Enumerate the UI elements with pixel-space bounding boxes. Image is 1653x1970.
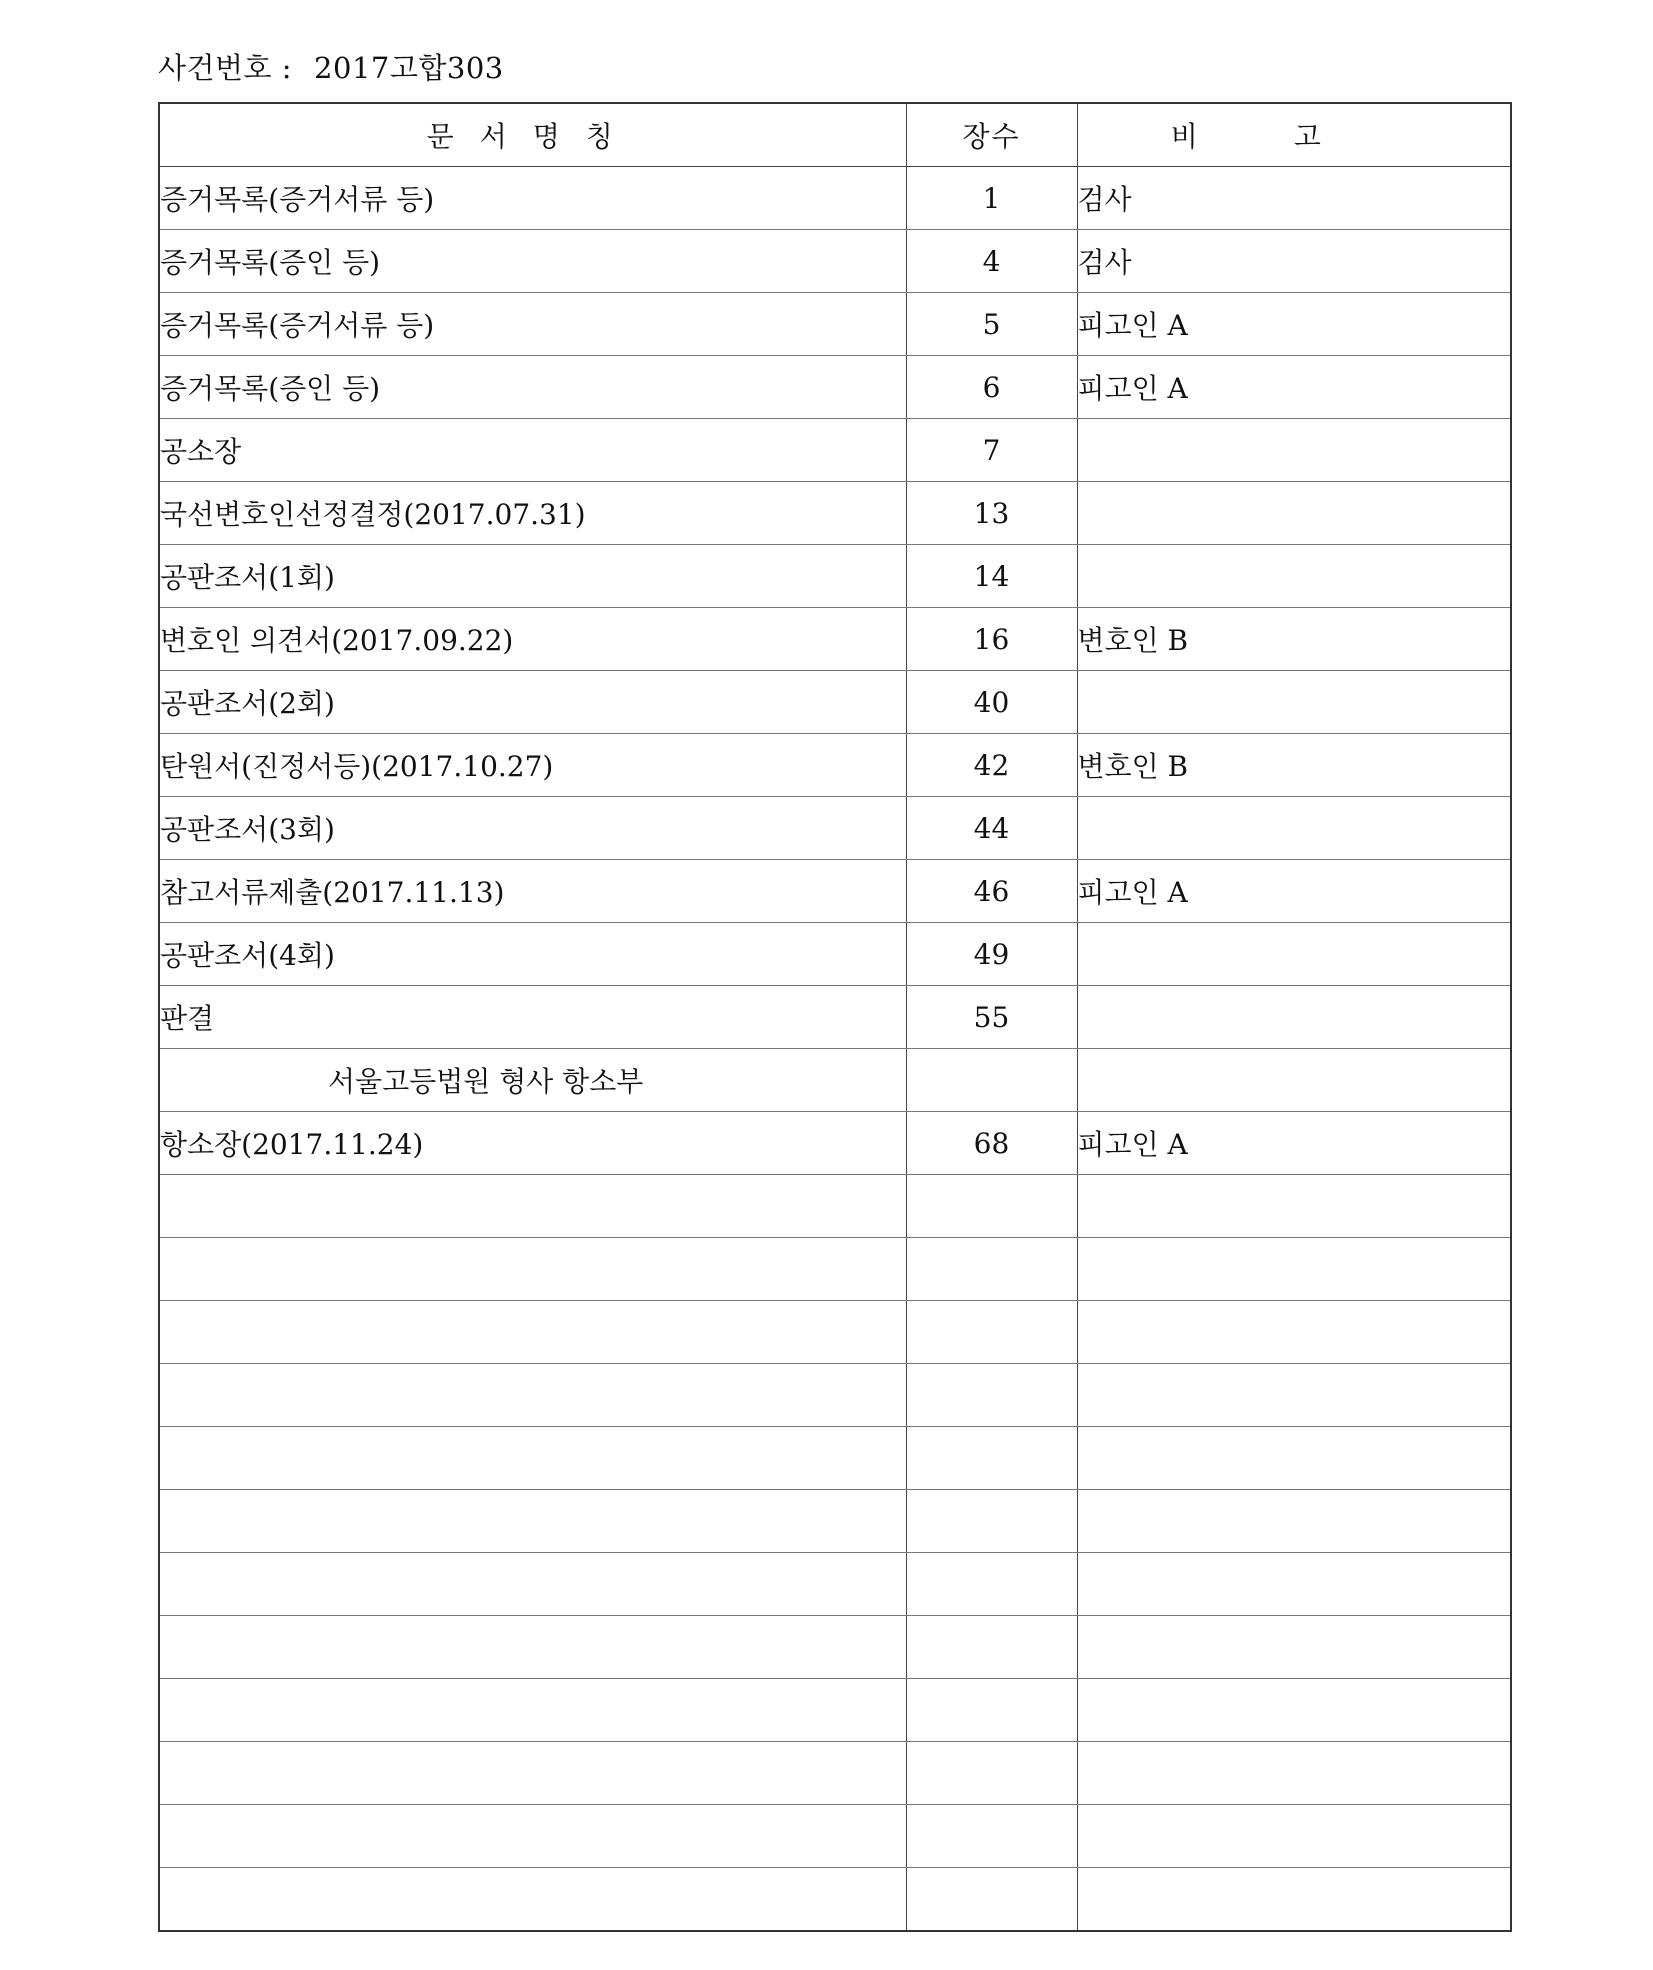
table-row [159, 1301, 1511, 1364]
cell-page-count: 68 [906, 1112, 1077, 1175]
document-list-table [158, 102, 1512, 1932]
cell-remarks: 피고인 A [1077, 1112, 1511, 1175]
cell-document-name [159, 1175, 906, 1238]
cell-remarks [1077, 1553, 1511, 1616]
cell-remarks [1077, 1490, 1511, 1553]
cell-remarks [1077, 1175, 1511, 1238]
cell-remarks [1077, 1616, 1511, 1679]
cell-remarks [1077, 482, 1511, 545]
table-row [159, 860, 1511, 923]
cell-page-count: 46 [906, 860, 1077, 923]
table-row [159, 986, 1511, 1049]
table-row [159, 1238, 1511, 1301]
table-row [159, 167, 1511, 230]
cell-document-name: 탄원서(진정서등)(2017.10.27) [159, 734, 906, 797]
cell-document-name: 공판조서(3회) [159, 797, 906, 860]
cell-page-count: 49 [906, 923, 1077, 986]
cell-document-name [159, 1868, 906, 1932]
cell-page-count: 5 [906, 293, 1077, 356]
cell-page-count: 16 [906, 608, 1077, 671]
table-row [159, 1427, 1511, 1490]
cell-document-name [159, 1238, 906, 1301]
case-number-label: 사건번호 : [158, 51, 293, 85]
cell-remarks [1077, 797, 1511, 860]
cell-document-name: 증거목록(증거서류 등) [159, 293, 906, 356]
table-row [159, 671, 1511, 734]
cell-document-name: 공판조서(1회) [159, 545, 906, 608]
cell-document-name [159, 1805, 906, 1868]
table-row [159, 1805, 1511, 1868]
table-row [159, 1868, 1511, 1932]
cell-page-count [906, 1301, 1077, 1364]
table-row [159, 1175, 1511, 1238]
cell-page-count: 13 [906, 482, 1077, 545]
cell-document-name [159, 1616, 906, 1679]
cell-page-count: 4 [906, 230, 1077, 293]
cell-page-count: 1 [906, 167, 1077, 230]
cell-document-name [159, 1301, 906, 1364]
cell-document-name: 항소장(2017.11.24) [159, 1112, 906, 1175]
table-row [159, 230, 1511, 293]
cell-remarks: 변호인 B [1077, 608, 1511, 671]
cell-page-count: 44 [906, 797, 1077, 860]
header-page-count: 장수 [906, 103, 1077, 167]
cell-page-count [906, 1616, 1077, 1679]
cell-document-name: 참고서류제출(2017.11.13) [159, 860, 906, 923]
cell-page-count [906, 1049, 1077, 1112]
cell-remarks [1077, 1679, 1511, 1742]
cell-document-name [159, 1490, 906, 1553]
table-row [159, 608, 1511, 671]
cell-remarks [1077, 419, 1511, 482]
table-row [159, 1112, 1511, 1175]
cell-document-name: 공판조서(2회) [159, 671, 906, 734]
cell-document-name [159, 1679, 906, 1742]
cell-remarks [1077, 1805, 1511, 1868]
cell-page-count: 55 [906, 986, 1077, 1049]
table-row [159, 356, 1511, 419]
table-row [159, 293, 1511, 356]
cell-document-name [159, 1553, 906, 1616]
table-row [159, 419, 1511, 482]
table-row [159, 482, 1511, 545]
cell-page-count: 7 [906, 419, 1077, 482]
cell-page-count [906, 1238, 1077, 1301]
cell-remarks: 피고인 A [1077, 356, 1511, 419]
table-body [159, 167, 1511, 1932]
cell-document-name: 판결 [159, 986, 906, 1049]
cell-page-count: 40 [906, 671, 1077, 734]
cell-document-name: 증거목록(증인 등) [159, 356, 906, 419]
cell-page-count: 6 [906, 356, 1077, 419]
cell-document-name: 증거목록(증인 등) [159, 230, 906, 293]
cell-page-count: 42 [906, 734, 1077, 797]
cell-document-name: 증거목록(증거서류 등) [159, 167, 906, 230]
table-row [159, 1553, 1511, 1616]
table-row [159, 1049, 1511, 1112]
cell-remarks [1077, 671, 1511, 734]
table-row [159, 1616, 1511, 1679]
table-row [159, 1679, 1511, 1742]
cell-document-name: 변호인 의견서(2017.09.22) [159, 608, 906, 671]
cell-document-name: 국선변호인선정결정(2017.07.31) [159, 482, 906, 545]
cell-page-count [906, 1868, 1077, 1932]
cell-remarks [1077, 1742, 1511, 1805]
table-row [159, 545, 1511, 608]
header-document-name: 문서명칭 [159, 103, 906, 167]
table-header-row [159, 103, 1511, 167]
cell-remarks: 피고인 A [1077, 860, 1511, 923]
cell-document-name [159, 1364, 906, 1427]
cell-remarks [1077, 1427, 1511, 1490]
cell-remarks: 피고인 A [1077, 293, 1511, 356]
cell-remarks [1077, 1301, 1511, 1364]
table-row [159, 1742, 1511, 1805]
case-number-value: 2017고합303 [314, 51, 504, 85]
cell-page-count [906, 1742, 1077, 1805]
cell-remarks [1077, 1238, 1511, 1301]
cell-remarks [1077, 1364, 1511, 1427]
cell-document-name: 서울고등법원 형사 항소부 [159, 1049, 906, 1112]
cell-page-count [906, 1175, 1077, 1238]
table-row [159, 734, 1511, 797]
cell-remarks [1077, 1868, 1511, 1932]
cell-remarks [1077, 986, 1511, 1049]
cell-remarks [1077, 923, 1511, 986]
case-number-line [158, 46, 504, 87]
cell-page-count: 14 [906, 545, 1077, 608]
cell-remarks: 검사 [1077, 230, 1511, 293]
cell-document-name: 공판조서(4회) [159, 923, 906, 986]
table-row [159, 797, 1511, 860]
cell-page-count [906, 1364, 1077, 1427]
cell-page-count [906, 1490, 1077, 1553]
cell-document-name [159, 1742, 906, 1805]
cell-page-count [906, 1805, 1077, 1868]
cell-page-count [906, 1679, 1077, 1742]
cell-remarks [1077, 1049, 1511, 1112]
table-row [159, 1364, 1511, 1427]
cell-document-name [159, 1427, 906, 1490]
table-row [159, 1490, 1511, 1553]
cell-page-count [906, 1553, 1077, 1616]
cell-remarks: 검사 [1077, 167, 1511, 230]
cell-page-count [906, 1427, 1077, 1490]
cell-remarks: 변호인 B [1077, 734, 1511, 797]
cell-remarks [1077, 545, 1511, 608]
table-row [159, 923, 1511, 986]
cell-document-name: 공소장 [159, 419, 906, 482]
header-remarks: 비고 [1077, 103, 1511, 167]
